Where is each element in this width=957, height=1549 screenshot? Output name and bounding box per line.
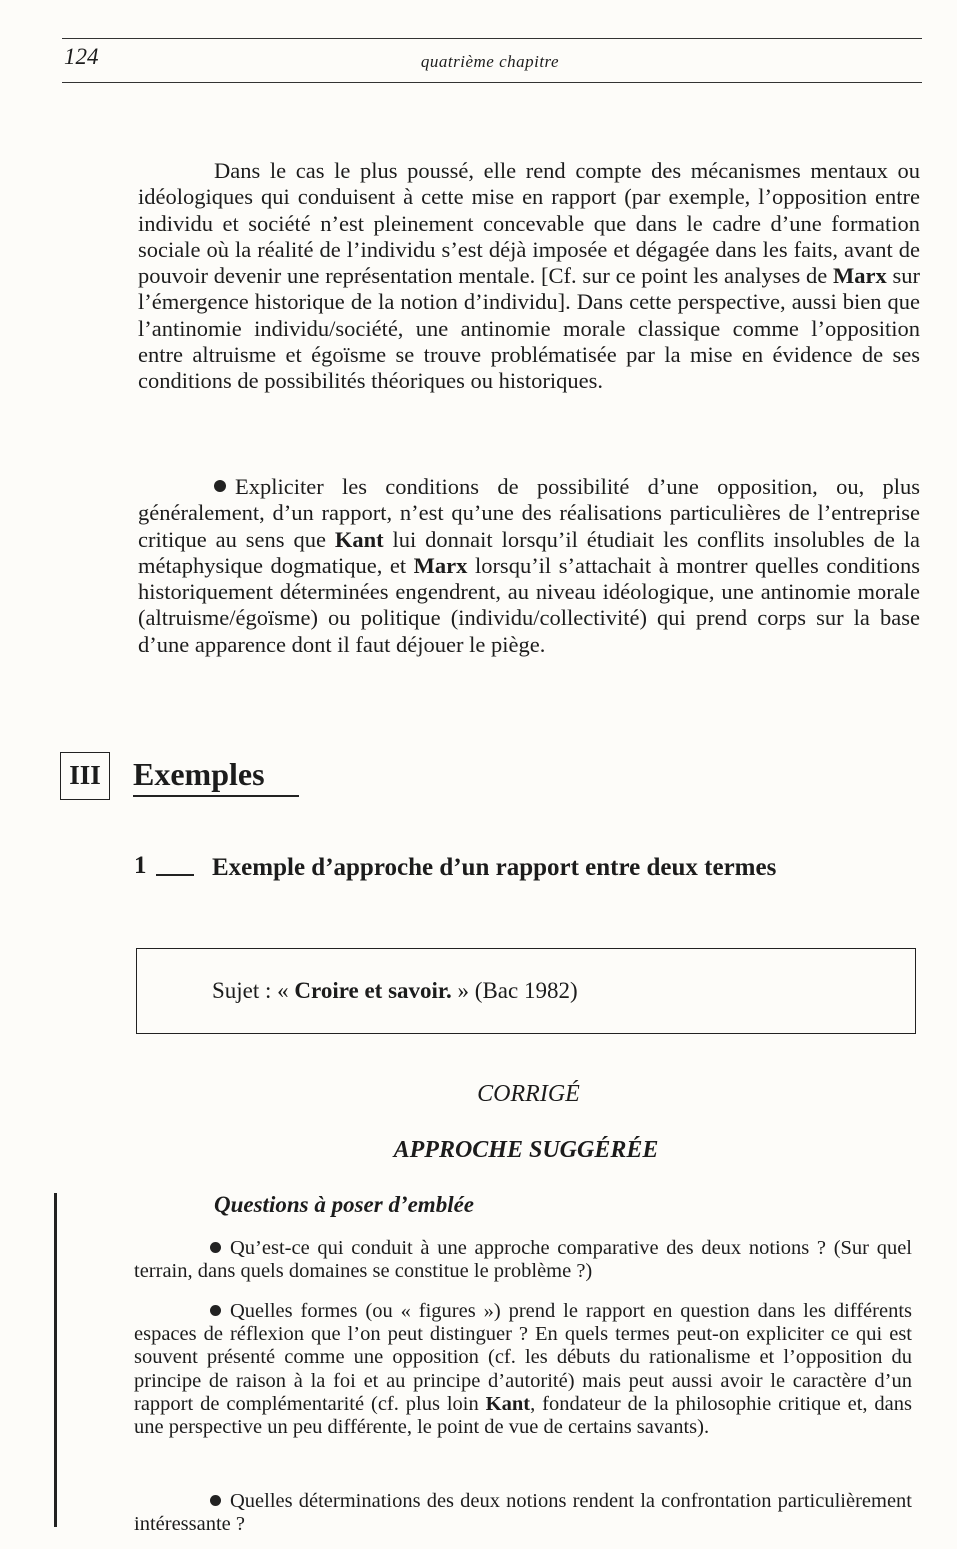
paragraph-2-text-b: lui donnait lorsqu’il étudiait les conflits insolubles de la métaphysique dogmatique, et (138, 526, 920, 578)
question-2 (134, 1300, 912, 1439)
paragraph-1-text-b: sur l’émergence historique de la notion d’individu]. Dans cette perspective, aussi bien que l’antinomie individu/société, une antinomie morale classique comme l’opposition entre altruisme et égoïsme se trouve problématisée par la mise en évidence de ses conditions de possibilités théoriques ou historiques. (138, 263, 920, 394)
bullet-icon (210, 1495, 221, 1506)
question-2-bold-kant: Kant (485, 1392, 531, 1415)
bullet-icon (210, 1242, 221, 1253)
header-bottom-rule (62, 82, 922, 83)
paragraph-2 (138, 474, 920, 658)
paragraph-1-text-a: Dans le cas le plus poussé, elle rend compte des mécanismes mentaux ou idéologiques qui conduisent à cette mise en rapport (par exemple, l’opposition entre individu et société n’est pleinement concevable que dans le cadre d’une formation sociale où la réalité de l’individu s’est déjà imposée et dégagée dans les faits, avant de pouvoir devenir une représentation mentale. [Cf. sur ce point les analyses de (138, 158, 920, 289)
question-1 (134, 1237, 912, 1283)
question-3 (134, 1490, 912, 1536)
paragraph-2-text-a: Expliciter les conditions de possibilité d’une opposition, ou, plus généralement, d’un rapport, n’est qu’une des réalisations particulières de l’entreprise critique au sens que (138, 474, 920, 552)
corrige-heading: CORRIGÉ (477, 1081, 580, 1107)
subsection-title: Exemple d’approche d’un rapport entre deux termes (212, 854, 777, 881)
paragraph-2-text-c: lorsqu’il s’attachait à montrer quelles conditions historiquement déterminées engendrent, au niveau idéologique, une antinomie morale (altruisme/égoïsme) ou politique (individu/collectivité) qui prend corps sur la base d’une apparence dont il faut déjouer le piège. (138, 552, 920, 657)
margin-bar (54, 1193, 57, 1527)
sujet-title: Croire et savoir. (294, 978, 452, 1003)
section-title: Exemples (133, 756, 265, 792)
page-number: 124 (64, 44, 99, 69)
question-3-text: Quelles déterminations des deux notions rendent la confrontation particulièrement intéressante ? (134, 1490, 912, 1536)
section-number: III (60, 752, 110, 800)
sujet-prefix: Sujet : « (212, 978, 295, 1003)
question-1-text: Qu’est-ce qui conduit à une approche comparative des deux notions ? (Sur quel terrain, dans quels domaines se constitue le problème ?) (134, 1237, 912, 1283)
approche-heading: APPROCHE SUGGÉRÉE (393, 1137, 659, 1163)
subsection-number: 1 (134, 852, 147, 879)
question-2-text-b: , fondateur de la philosophie critique et, dans une perspective un peu différente, le point de vue de certains savants). (134, 1392, 912, 1439)
paragraph-2-bold-kant: Kant (334, 526, 384, 552)
paragraph-2-bold-marx: Marx (413, 552, 468, 578)
paragraph-1-bold-marx: Marx (833, 263, 887, 289)
subsection-dash (156, 874, 194, 876)
paragraph-1 (138, 158, 920, 395)
sujet-text (212, 978, 578, 1004)
running-title: quatrième chapitre (420, 52, 560, 71)
section-title-underline (133, 795, 299, 797)
bullet-icon (210, 1305, 221, 1316)
sujet-suffix: » (Bac 1982) (451, 978, 578, 1003)
bullet-icon (214, 480, 226, 492)
questions-heading: Questions à poser d’emblée (214, 1192, 475, 1217)
header-top-rule (62, 38, 922, 39)
question-2-text-a: Quelles formes (ou « figures ») prend le rapport en question dans les différents espaces de réflexion que l’on peut distinguer ? En quels termes peut-on expliciter ce qui est souvent présenté comme une opposition (cf. les débuts du rationalisme et l’opposition du principe de raison à la foi et au principe d’autorité) mais peut aussi avoir le caractère d’un rapport de complémentarité (cf. plus loin (134, 1300, 912, 1415)
